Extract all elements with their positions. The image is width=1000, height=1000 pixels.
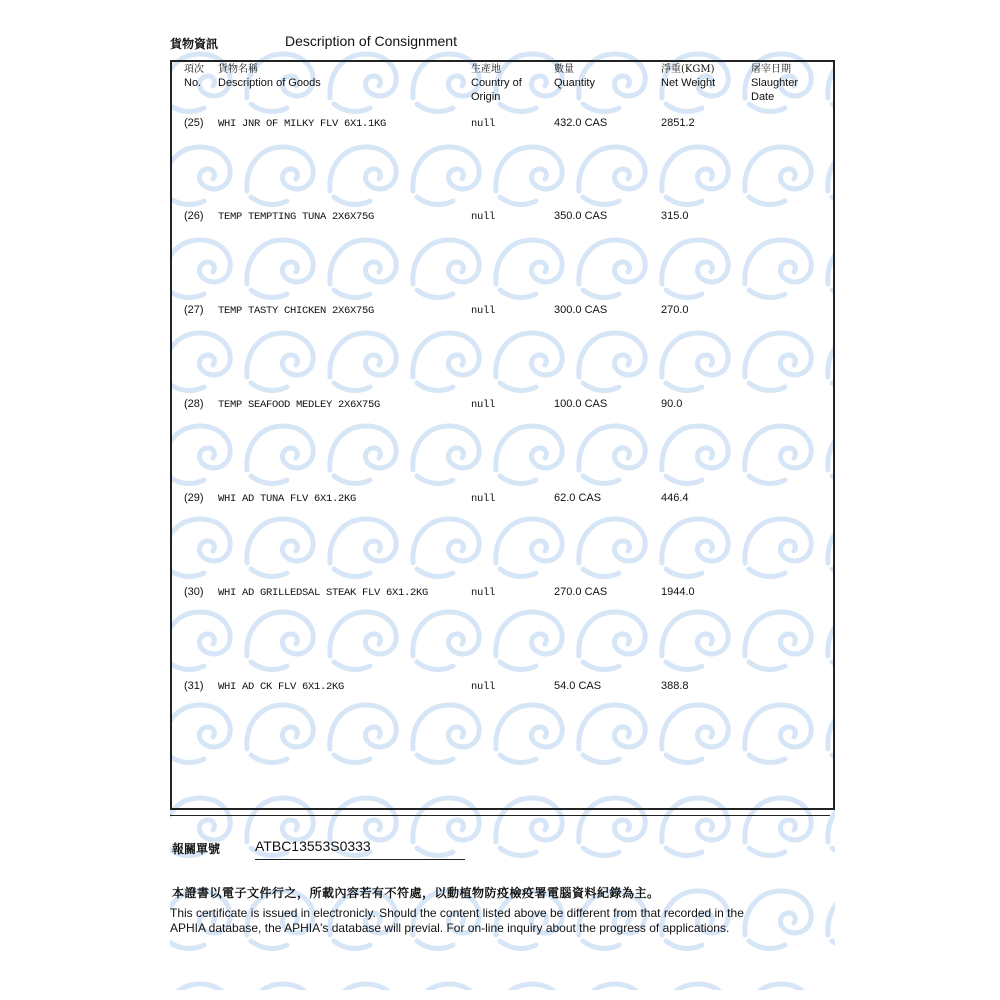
table-row [172,304,833,324]
header-description-en: Description of Goods [218,77,321,89]
header-description-zh: 貨物名稱 [218,64,258,75]
statement-zh: 本證書以電子文件行之，所載內容若有不符處，以動植物防疫檢疫署電腦資料紀錄為主。 [172,886,660,900]
row-net-weight: 315.0 [661,210,689,222]
row-quantity: 300.0 CAS [554,304,608,316]
row-description: WHI AD CK FLV 6X1.2KG [218,681,345,693]
table-row [172,586,833,606]
row-net-weight: 90.0 [661,398,683,410]
row-number: (28) [184,398,204,410]
goods-table [170,60,835,810]
row-net-weight: 1944.0 [661,586,695,598]
header-quantity-zh: 數量 [554,64,574,75]
row-description: WHI AD GRILLEDSAL STEAK FLV 6X1.2KG [218,587,429,599]
section-title-en: Description of Consignment [285,33,457,49]
row-origin: null [471,399,496,411]
row-origin: null [471,587,496,599]
header-quantity [554,64,595,90]
row-number: (30) [184,586,204,598]
header-net-weight-en: Net Weight [661,77,716,89]
row-quantity: 350.0 CAS [554,210,608,222]
header-no-zh: 項次 [184,64,204,75]
header-slaughter-date-zh: 屠宰日期 [751,64,791,75]
row-description: TEMP TASTY CHICKEN 2X6X75G [218,305,375,317]
customs-number: ATBC13553S0333 [255,838,371,854]
customs-number-underline [255,859,465,860]
row-quantity: 432.0 CAS [554,117,608,129]
row-quantity: 270.0 CAS [554,586,608,598]
header-origin-zh: 生產地 [471,64,501,75]
section-header [170,33,835,53]
table-row [172,492,833,512]
table-row [172,210,833,230]
section-title-zh: 貨物資訊 [170,37,219,51]
header-origin-en: Country of Origin [471,77,522,103]
row-origin: null [471,493,496,505]
row-origin: null [471,118,496,130]
row-number: (26) [184,210,204,222]
statement-en-line-2: APHIA database, the APHIA's database will previal. For on-line inquiry about the progress of applications. [170,921,730,935]
row-description: TEMP SEAFOOD MEDLEY 2X6X75G [218,399,381,411]
header-quantity-en: Quantity [554,77,595,89]
table-row [172,680,833,700]
header-origin [471,64,541,104]
header-slaughter-date-en: Slaughter Date [751,77,799,103]
header-description [218,64,321,90]
table-row [172,117,833,137]
customs-label: 報關單號 [172,842,221,856]
table-row [172,398,833,418]
header-slaughter-date [751,64,821,104]
customs-declaration [170,838,830,868]
statement-en [170,906,810,936]
row-net-weight: 388.8 [661,680,689,692]
row-description: TEMP TEMPTING TUNA 2X6X75G [218,211,375,223]
statement-en-line-1: This certificate is issued in electronicly. Should the content listed above be different from that recorded in the [170,906,744,920]
row-quantity: 54.0 CAS [554,680,602,692]
row-origin: null [471,211,496,223]
header-net-weight [661,64,715,90]
row-number: (29) [184,492,204,504]
header-net-weight-zh: 淨重(KGM) [661,64,715,75]
row-description: WHI JNR OF MILKY FLV 6X1.1KG [218,118,387,130]
row-quantity: 62.0 CAS [554,492,602,504]
row-origin: null [471,681,496,693]
row-net-weight: 270.0 [661,304,689,316]
row-net-weight: 2851.2 [661,117,695,129]
row-number: (25) [184,117,204,129]
row-quantity: 100.0 CAS [554,398,608,410]
row-number: (31) [184,680,204,692]
header-no [184,64,204,90]
row-net-weight: 446.4 [661,492,689,504]
row-number: (27) [184,304,204,316]
section-divider [170,815,830,816]
row-description: WHI AD TUNA FLV 6X1.2KG [218,493,357,505]
row-origin: null [471,305,496,317]
header-no-en: No. [184,77,202,89]
